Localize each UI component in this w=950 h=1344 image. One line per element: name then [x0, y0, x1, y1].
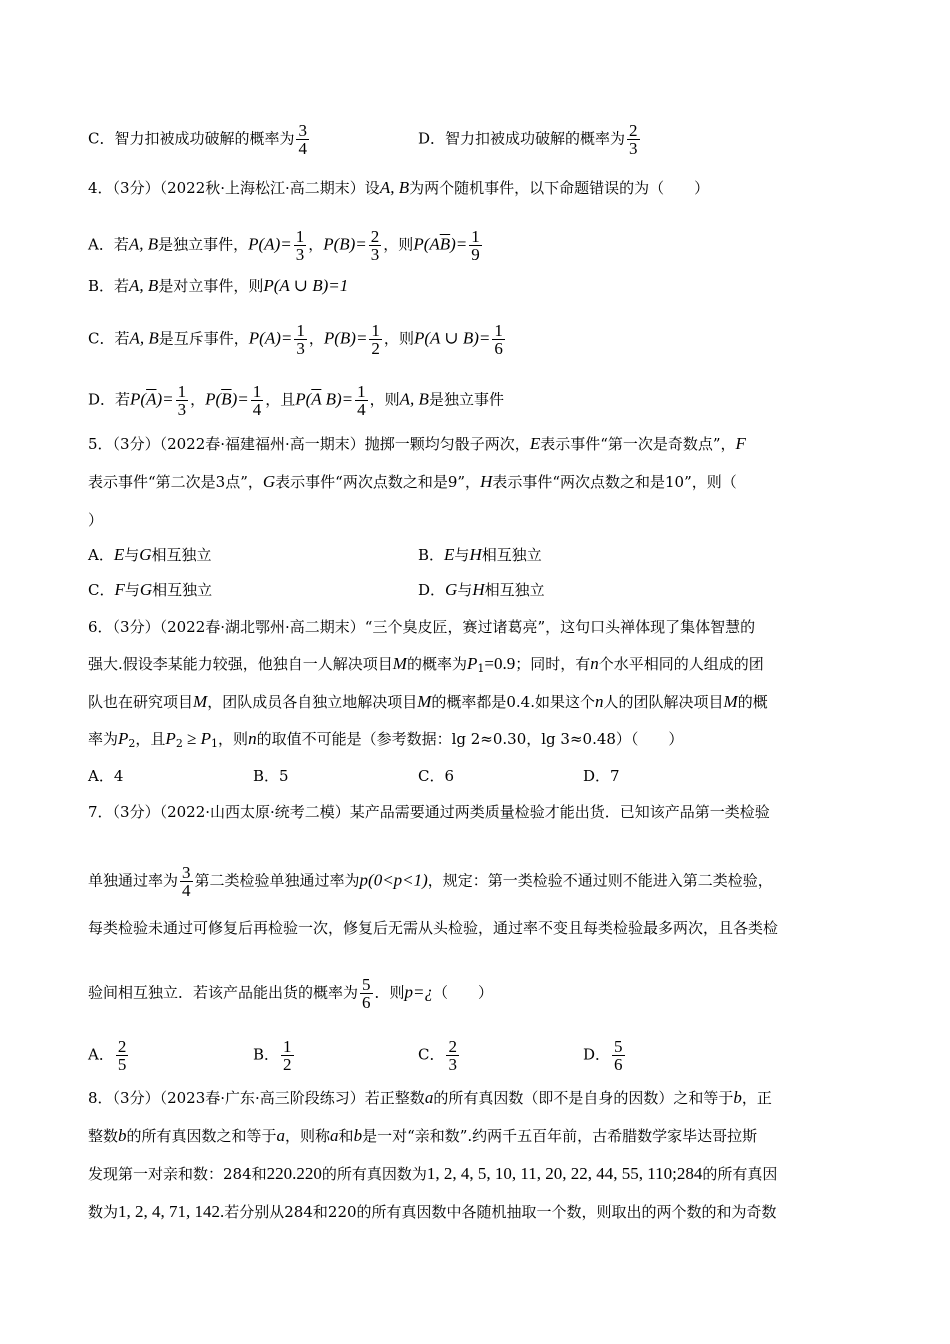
q7-stem-line2: 单独通过率为 $\frac{3}{4}$ 第二类检验单独通过率为p(0<p<1)，规定：第一类检验不通过则不能进入第二类检验， [88, 863, 773, 900]
fraction: $\frac{2}{3}$ [629, 121, 638, 158]
q6-option-b: B．5 [253, 767, 289, 785]
q8-stem-line3: 发现第一对亲和数：284和220.220的所有真因数为1, 2, 4, 5, 10, 11, 20, 22, 44, 55, 110;284的所有真因 [88, 1164, 778, 1183]
q8-stem-line1: 8．（3分）（2023春·广东·高三阶段练习）若正整数a的所有真因数（即不是自身的因数）之和等于b，正 [88, 1088, 772, 1107]
q3-option-d: D．智力扣被成功破解的概率为 $\frac{2}{3}$ [418, 121, 638, 158]
q7-stem-line1: 7．（3分）（2022·山西太原·统考二模）某产品需要通过两类质量检验才能出货．已知该产品第一类检验 [88, 803, 770, 821]
q4-option-b: B．若A, B是对立事件，则P(A ∪ B)=1 [88, 276, 349, 295]
q6-stem-line2: 强大.假设李某能力较强，他独自一人解决项目M的概率为$P_1=0.9$；同时，有n个水平相同的人组成的团 [88, 654, 764, 675]
q7-stem-line3: 每类检验未通过可修复后再检验一次，修复后无需从头检验，通过率不变且每类检验最多两次，且各类检 [88, 919, 779, 937]
q5-option-a: A．E与G相互独立 [88, 545, 212, 564]
q4-option-a: A．若A, B是独立事件，P(A)= $\frac{1}{3}$ ，P(B)= $\frac{2}{3}$ ，则$P(A\overline{B})=$ $\frac{1}{9}$ [88, 227, 480, 264]
q5-stem-line2: 表示事件“第二次是3点”，G表示事件“两次点数之和是9”，H表示事件“两次点数之和是10”，则（ [88, 472, 737, 491]
q6-option-a: A．4 [88, 767, 124, 785]
q6-stem-line1: 6．（3分）（2022春·湖北鄂州·高二期末）“三个臭皮匠，赛过诸葛亮”，这句口头禅体现了集体智慧的 [88, 618, 756, 636]
q5-option-b: B．E与H相互独立 [418, 545, 542, 564]
q5-stem-line1: 5．（3分）（2022春·福建福州·高一期末）抛掷一颗均匀骰子两次，E表示事件“第一次是奇数点”，F [88, 434, 746, 453]
fraction: $\frac{3}{4}$ [298, 121, 307, 158]
q5-stem-line3: ） [88, 511, 104, 529]
q7-option-a: A． $\frac{2}{5}$ [88, 1037, 127, 1074]
q6-option-d: D．7 [583, 767, 620, 785]
q3-option-c: C．智力扣被成功破解的概率为 $\frac{3}{4}$ [88, 121, 307, 158]
q4-stem: 4．（3分）（2022秋·上海松江·高二期末）设A, B为两个随机事件，以下命题错误的为（ ） [88, 178, 710, 197]
q7-option-b: B． $\frac{1}{2}$ [253, 1037, 292, 1074]
q7-option-c: C． $\frac{2}{3}$ [418, 1037, 457, 1074]
q7-option-d: D． $\frac{5}{6}$ [583, 1037, 623, 1074]
q8-stem-line4: 数为1, 2, 4, 71, 142.若分别从284和220的所有真因数中各随机抽取一个数，则取出的两个数的和为奇数 [88, 1202, 777, 1221]
q8-stem-line2: 整数b的所有真因数之和等于a，则称a和b是一对“亲和数”.约两千五百年前，古希腊数学家毕达哥拉斯 [88, 1126, 758, 1145]
q6-stem-line3: 队也在研究项目M，团队成员各自独立地解决项目M的概率都是0.4.如果这个n人的团队解决项目M的概 [88, 692, 768, 711]
q6-option-c: C．6 [418, 767, 455, 785]
q4-option-c: C．若A, B是互斥事件，P(A)= $\frac{1}{3}$ ，P(B)= $\frac{1}{2}$ ，则P(A ∪ B)= $\frac{1}{6}$ [88, 321, 503, 358]
q5-option-d: D．G与H相互独立 [418, 580, 545, 599]
q4-option-d: D．若$P(\overline{A})=$ $\frac{1}{3}$ ，$P(\overline{B})=$ $\frac{1}{4}$ ，且$P(\overline{A}$ B)= $\frac{1}{4}$ ，则A, B是独立事件 [88, 382, 504, 419]
q5-option-c: C．F与G相互独立 [88, 580, 213, 599]
q6-stem-line4: 率为$P_2$，且$P_2 \ge P_1$，则n的取值不可能是（参考数据：lg 2≈0.30，lg 3≈0.48）（ ） [88, 729, 684, 750]
q7-stem-line4: 验间相互独立．若该产品能出货的概率为 $\frac{5}{6}$ ．则p=¿（ ） [88, 975, 494, 1012]
